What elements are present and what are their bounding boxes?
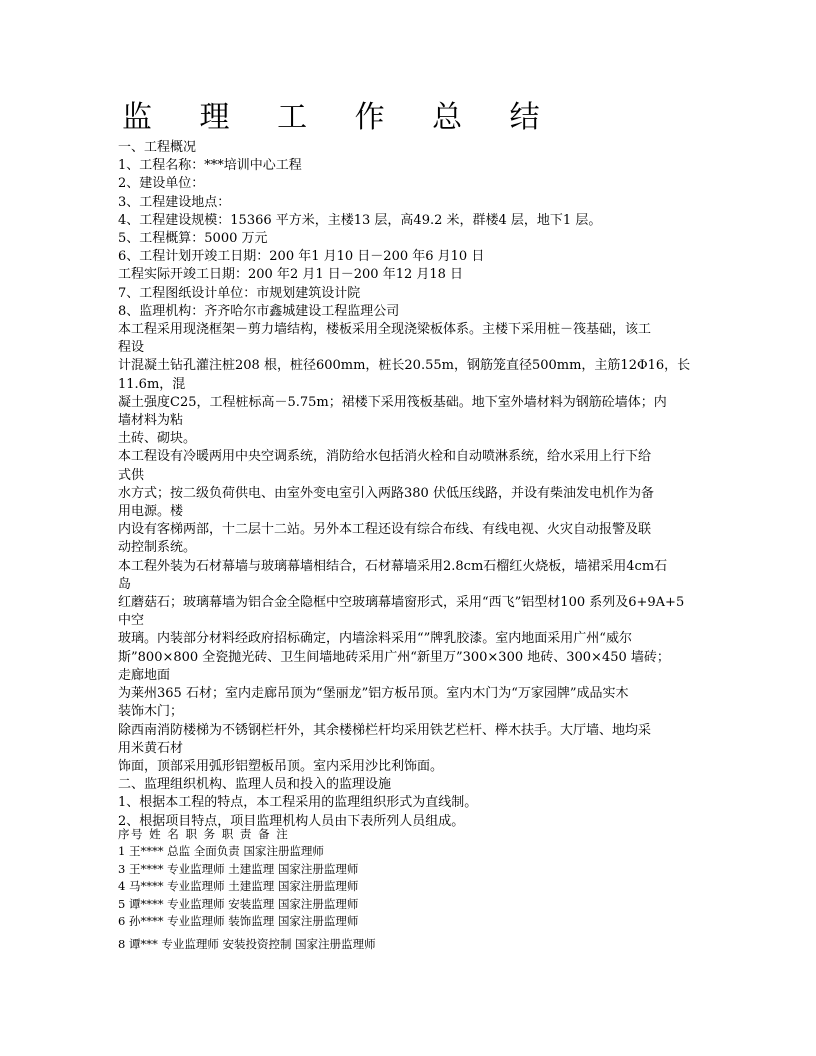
body-line: 二、监理组织机构、监理人员和投入的监理设施 (118, 777, 392, 793)
table-row: 6 孙**** 专业监理师 装饰监理 国家注册监理师 (118, 914, 359, 929)
body-line: 工程实际开竣工日期：200 年2 月1 日－200 年12 月18 日 (118, 267, 464, 283)
body-line: 11.6m，混 (118, 376, 186, 392)
body-line: 本工程采用现浇框架－剪力墙结构，楼板采用全现浇梁板体系。主楼下采用桩－筏基础，该工 (118, 322, 652, 338)
body-line: 用米黄石材 (118, 740, 184, 756)
document-page (118, 0, 708, 1056)
body-line: 装饰木门； (118, 704, 184, 720)
body-line: 式供 (118, 467, 145, 483)
body-line: 程设 (118, 340, 145, 356)
body-line: 红蘑菇石；玻璃幕墙为铝合金全隐框中空玻璃幕墙窗形式，采用“西飞”铝型材100 系列及6+9A+5 (118, 595, 685, 611)
table-row: 5 谭**** 专业监理师 安装监理 国家注册监理师 (118, 896, 359, 911)
table-row: 3 王**** 专业监理师 土建监理 国家注册监理师 (118, 861, 359, 876)
body-line: 玻璃。内装部分材料经政府招标确定，内墙涂料采用“”牌乳胶漆。室内地面采用广州“威尔 (118, 631, 632, 647)
body-line: 8、监理机构：齐齐哈尔市鑫城建设工程监理公司 (118, 303, 400, 319)
body-line: 水方式；按二级负荷供电、由室外变电室引入两路380 伏低压线路，并设有柴油发电机作为备 (118, 485, 654, 501)
document-title: 监 理 工 作 总 结 (122, 100, 559, 135)
body-line: 一、工程概况 (118, 140, 197, 155)
body-line: 4、工程建设规模：15366 平方米，主楼13 层，高49.2 米，群楼4 层，地下1 层。 (118, 212, 602, 228)
body-line: 2、建设单位： (118, 176, 205, 192)
body-line: 斯”800×800 全瓷抛光砖、卫生间墙地砖采用广州“新里万”300×300 地砖、300×450 墙砖； (118, 649, 670, 665)
body-line: 中空 (118, 613, 145, 629)
staff-table-rows (118, 843, 708, 930)
body-line: 5、工程概算：5000 万元 (118, 231, 268, 247)
staff-table-header: 序号 姓 名 职 务 职 责 备 注 (118, 827, 290, 841)
body-line: 1、工程名称：***培训中心工程 (118, 158, 302, 174)
body-line: 凝土强度C25，工程桩标高－5.75m；裙楼下采用筏板基础。地下室外墙材料为钢筋砼墙体；内 (118, 394, 667, 410)
staff-table (118, 826, 708, 930)
body-line: 除西南消防楼梯为不锈钢栏杆外，其余楼梯栏杆均采用铁艺栏杆、榉木扶手。大厅墙、地均采 (118, 722, 652, 738)
body-line: 本工程设有冷暖两用中央空调系统，消防给水包括消火栓和自动喷淋系统，给水采用上行下给 (118, 449, 652, 465)
table-row: 1 王**** 总监 全面负责 国家注册监理师 (118, 844, 324, 859)
body-line: 计混凝土钻孔灌注桩208 根，桩径600mm，桩长20.55m，钢筋笼直径500mm，主筋12Φ16，长 (118, 358, 691, 374)
body-line: 动控制系统。 (118, 540, 197, 556)
body-line: 7、工程图纸设计单位：市规划建筑设计院 (118, 285, 361, 301)
document-body (118, 139, 708, 831)
body-line: 岛 (118, 576, 132, 592)
body-line: 土砖、砌块。 (118, 431, 197, 447)
body-line: 2、根据项目特点，项目监理机构人员由下表所列人员组成。 (118, 813, 465, 829)
body-line: 饰面，顶部采用弧形铝塑板吊顶。室内采用沙比利饰面。 (118, 758, 444, 774)
body-line: 为莱州365 石材；室内走廊吊顶为“堡丽龙”铝方板吊顶。室内木门为“万家园牌”成品实木 (118, 686, 629, 702)
table-row: 4 马**** 专业监理师 土建监理 国家注册监理师 (118, 879, 359, 894)
body-line: 6、工程计划开竣工日期：200 年1 月10 日－200 年6 月10 日 (118, 249, 485, 265)
body-line: 3、工程建设地点： (118, 194, 231, 210)
body-line: 用电源。楼 (118, 504, 184, 520)
body-line: 本工程外装为石材幕墙与玻璃幕墙相结合，石材幕墙采用2.8cm石榴红火烧板，墙裙采用4cm石 (118, 558, 668, 574)
body-line: 墙材料为粘 (118, 413, 184, 429)
staff-table-row-last: 8 谭*** 专业监理师 安装投资控制 国家注册监理师 (118, 937, 376, 951)
body-line: 1、根据本工程的特点，本工程采用的监理组织形式为直线制。 (118, 795, 478, 811)
body-line: 内设有客梯两部，十二层十二站。另外本工程还设有综合布线、有线电视、火灾自动报警及联 (118, 522, 652, 538)
body-line: 走廊地面 (118, 667, 171, 683)
